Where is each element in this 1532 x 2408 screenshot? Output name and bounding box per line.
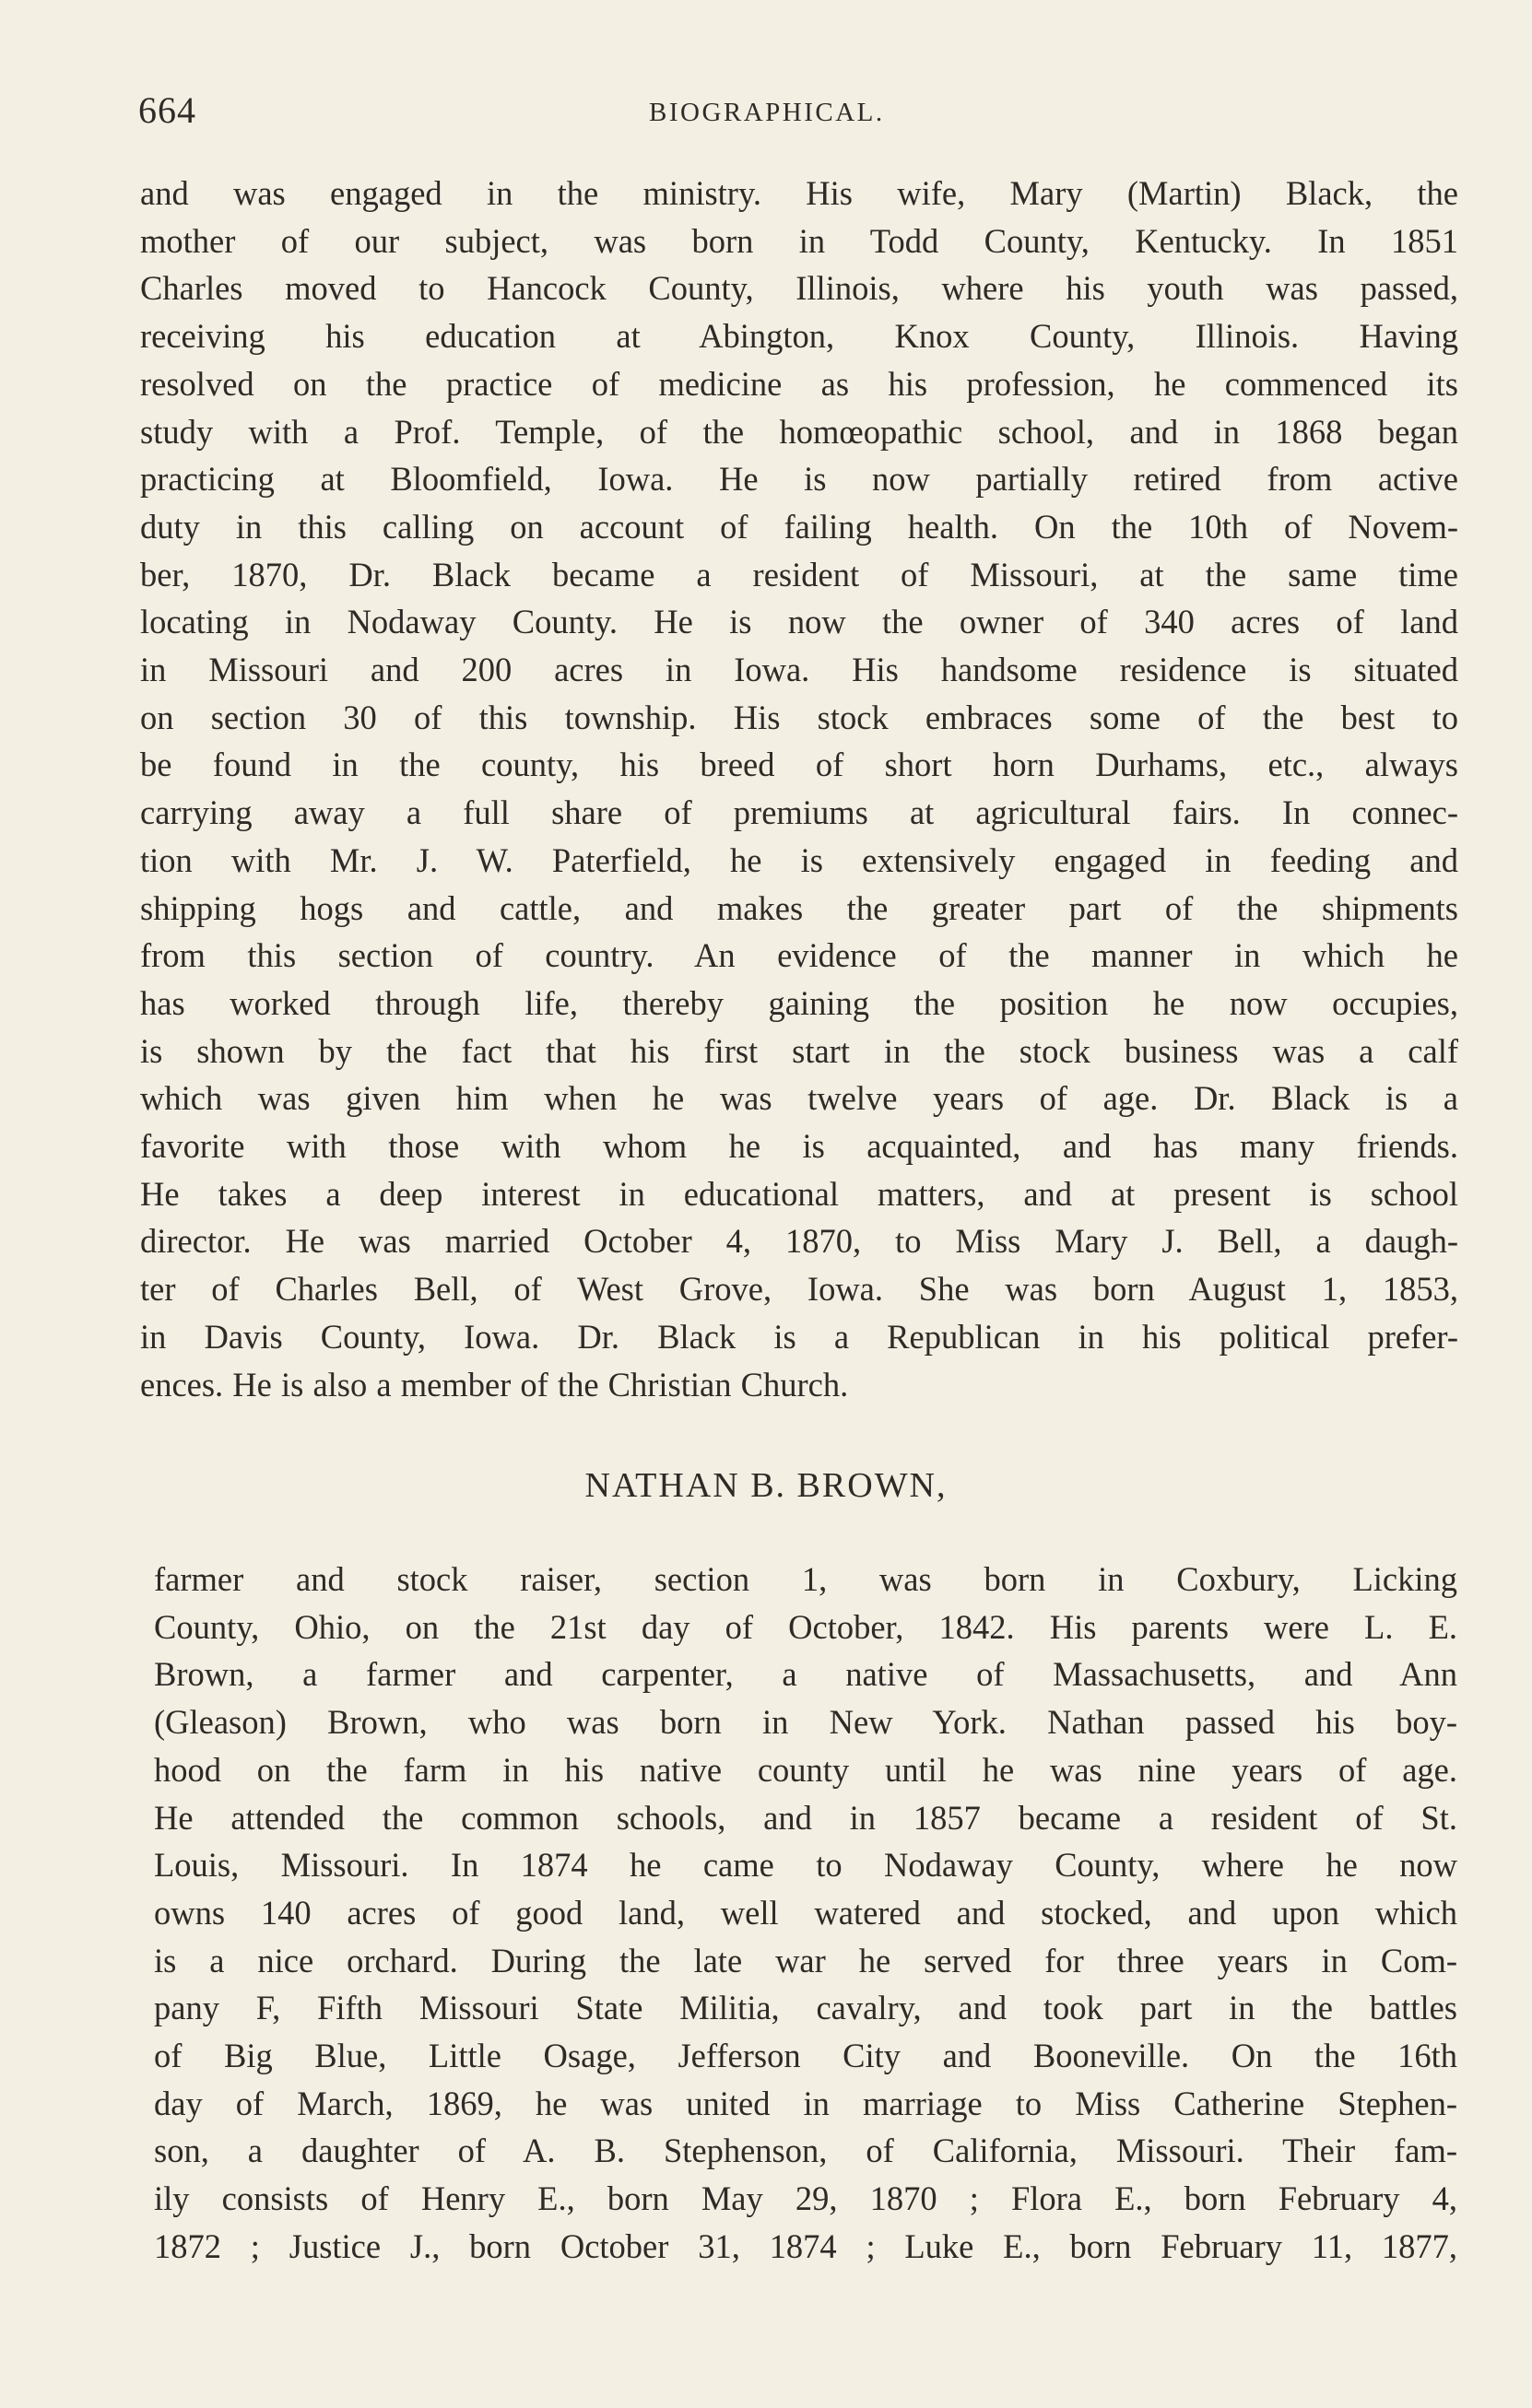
text-line: tion with Mr. J. W. Paterfield, he is extensively engaged in feeding and [140,840,1458,879]
text-line: director. He was married October 4, 1870, to Miss Mary J. Bell, a daugh- [140,1222,1458,1261]
text-line: pany F, Fifth Missouri State Militia, cavalry, and took part in the battles [154,1989,1457,2027]
text-line: is shown by the fact that his first start in the stock business was a calf [140,1031,1458,1070]
text-line: duty in this calling on account of failing health. On the 10th of Novem- [140,507,1458,546]
running-head [138,88,1456,135]
text-line: locating in Nodaway County. He is now the owner of 340 acres of land [140,603,1458,641]
entry-heading-nathan-brown: NATHAN B. BROWN, [584,1466,948,1505]
text-line: on section 30 of this township. His stock embraces some of the best to [140,698,1458,736]
text-line: hood on the farm in his native county until he was nine years of age. [154,1750,1457,1789]
text-line: of Big Blue, Little Osage, Jefferson City and Booneville. On the 16th [154,2037,1457,2075]
text-line: resolved on the practice of medicine as his profession, he commenced its [140,364,1458,403]
entry-black-paragraph [140,170,1458,1408]
text-line: owns 140 acres of good land, well watered and stocked, and upon which [154,1893,1457,1932]
entry-brown-paragraph [154,1556,1457,2271]
text-line: has worked through life, thereby gaining the position he now occupies, [140,983,1458,1022]
running-head-title: BIOGRAPHICAL. [649,98,885,127]
text-line: He takes a deep interest in educational matters, and at present is school [140,1174,1458,1213]
text-line: shipping hogs and cattle, and makes the greater part of the shipments [140,888,1458,927]
text-line: practicing at Bloomfield, Iowa. He is now partially retired from active [140,460,1458,499]
text-line: carrying away a full share of premiums at agricultural fairs. In connec- [140,793,1458,832]
text-line: (Gleason) Brown, who was born in New York. Nathan passed his boy- [154,1703,1457,1742]
text-line: Louis, Missouri. In 1874 he came to Nodaway County, where he now [154,1846,1457,1885]
text-line: son, a daughter of A. B. Stephenson, of California, Missouri. Their fam- [154,2132,1457,2170]
text-line: ber, 1870, Dr. Black became a resident of Missouri, at the same time [140,555,1458,593]
text-line: farmer and stock raiser, section 1, was born in Coxbury, Licking [154,1560,1457,1598]
text-line: County, Ohio, on the 21st day of October, 1842. His parents were L. E. [154,1607,1457,1646]
text-line: Charles moved to Hancock County, Illinois, where his youth was passed, [140,269,1458,308]
text-line: ily consists of Henry E., born May 29, 1870 ; Flora E., born February 4, [154,2179,1457,2218]
text-line: 1872 ; Justice J., born October 31, 1874 ; Luke E., born February 11, 1877, [154,2226,1457,2265]
text-line: ter of Charles Bell, of West Grove, Iowa. She was born August 1, 1853, [140,1270,1458,1309]
text-line: and was engaged in the ministry. His wife, Mary (Martin) Black, the [140,174,1458,212]
text-line: receiving his education at Abington, Knox County, Illinois. Having [140,317,1458,356]
text-line: be found in the county, his breed of short horn Durhams, etc., always [140,746,1458,784]
page-number: 664 [138,89,196,131]
text-line: in Missouri and 200 acres in Iowa. His handsome residence is situated [140,651,1458,689]
text-line: ences. He is also a member of the Christian Church. [140,1365,849,1404]
text-line: which was given him when he was twelve years of age. Dr. Black is a [140,1079,1458,1118]
text-line: mother of our subject, was born in Todd County, Kentucky. In 1851 [140,221,1458,260]
text-line: is a nice orchard. During the late war he served for three years in Com- [154,1941,1457,1979]
text-line: from this section of country. An evidence of the manner in which he [140,936,1458,975]
text-line: in Davis County, Iowa. Dr. Black is a Republican in his political prefer- [140,1317,1458,1356]
text-line: day of March, 1869, he was united in marriage to Miss Catherine Stephen- [154,2084,1457,2122]
text-line: Brown, a farmer and carpenter, a native of Massachusetts, and Ann [154,1655,1457,1694]
text-line: favorite with those with whom he is acquainted, and has many friends. [140,1127,1458,1166]
text-line: He attended the common schools, and in 1857 became a resident of St. [154,1798,1457,1837]
text-line: study with a Prof. Temple, of the homœopathic school, and in 1868 began [140,412,1458,451]
